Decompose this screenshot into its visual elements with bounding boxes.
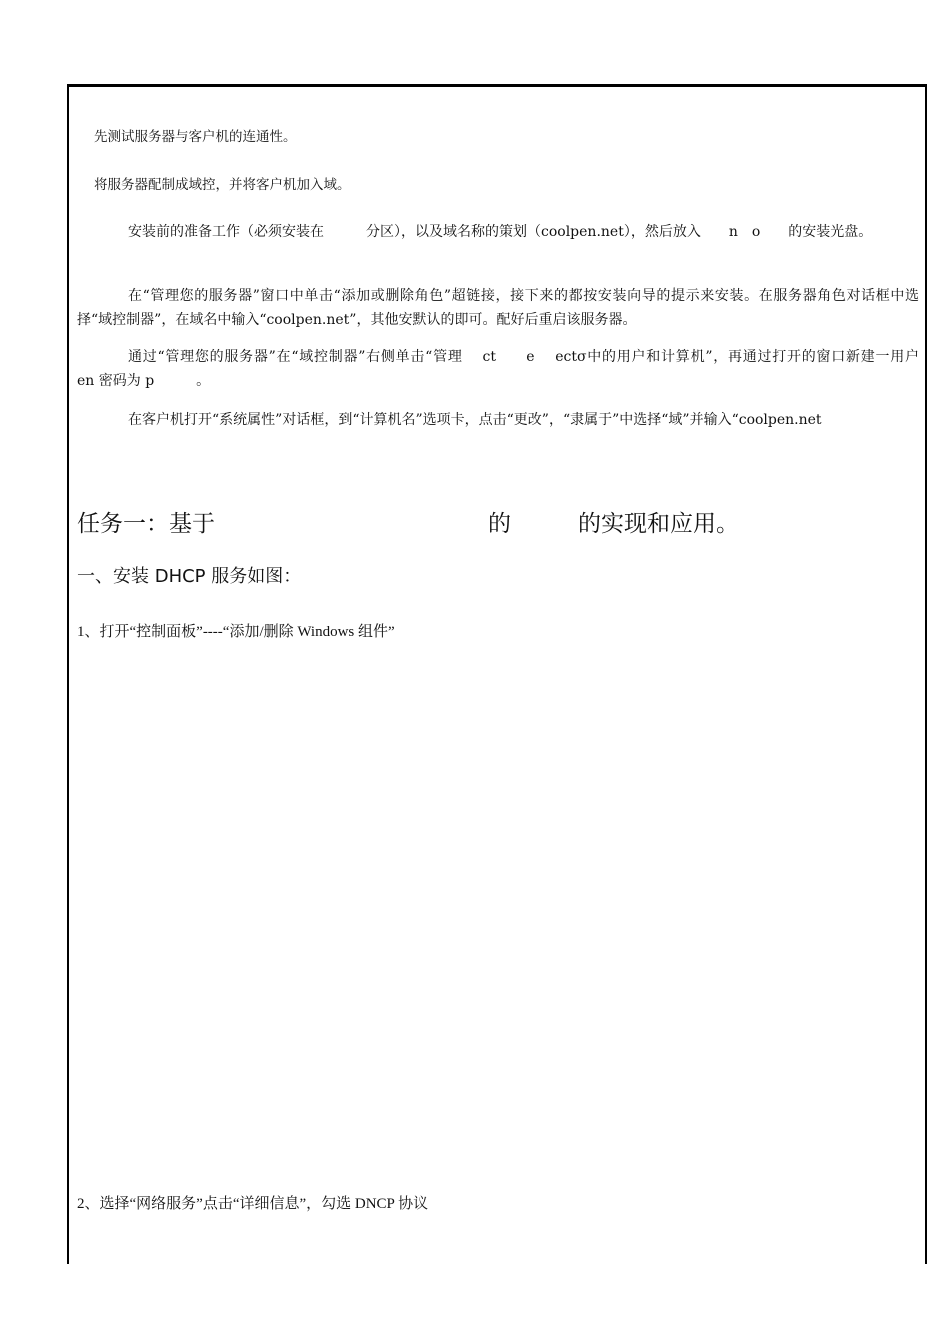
task-heading-part1: 任务一：基于 — [77, 511, 215, 537]
paragraph-preparation: 安装前的准备工作（必须安装在 分区），以及域名称的策划（coolpen.net），然后放入 n o 的安装光盘。 — [128, 224, 873, 240]
paragraph-join-domain: 在客户机打开“系统属性”对话框，到“计算机名”选项卡，点击“更改”，“隶属于”中选择“域”并输入“coolpen.net — [128, 412, 822, 428]
task-heading-part2: 的 — [488, 511, 511, 537]
step-2-text: 2、选择“网络服务”点击“详细信息”，勾选 DNCP 协议 — [77, 1196, 429, 1212]
text-line-connectivity: 先测试服务器与客户机的连通性。 — [94, 129, 297, 145]
section-subheading: 一、安装 DHCP 服务如图： — [77, 566, 302, 587]
document-border — [67, 84, 947, 1264]
step-1-text: 1、打开“控制面板”----“添加/删除 Windows 组件” — [77, 624, 395, 640]
paragraph-add-role: 在“管理您的服务器”窗口中单击“添加或删除角色”超链接，接下来的都按安装向导的提示来安装。在服务器角色对话框中选择“域控制器”，在域名中输入“coolpen.net”，其他安默认的即可。配好后重启该服务器。 — [77, 288, 919, 328]
paragraph-new-user: 通过“管理您的服务器”在“域控制器”右侧单击“管理 ct e ectσ中的用户和计算机”，再通过打开的窗口新建一用户 en 密码为 p 。 — [77, 349, 947, 389]
task-heading-part3: 的实现和应用。 — [578, 511, 739, 537]
text-line-domain-controller: 将服务器配制成域控，并将客户机加入域。 — [94, 177, 351, 193]
